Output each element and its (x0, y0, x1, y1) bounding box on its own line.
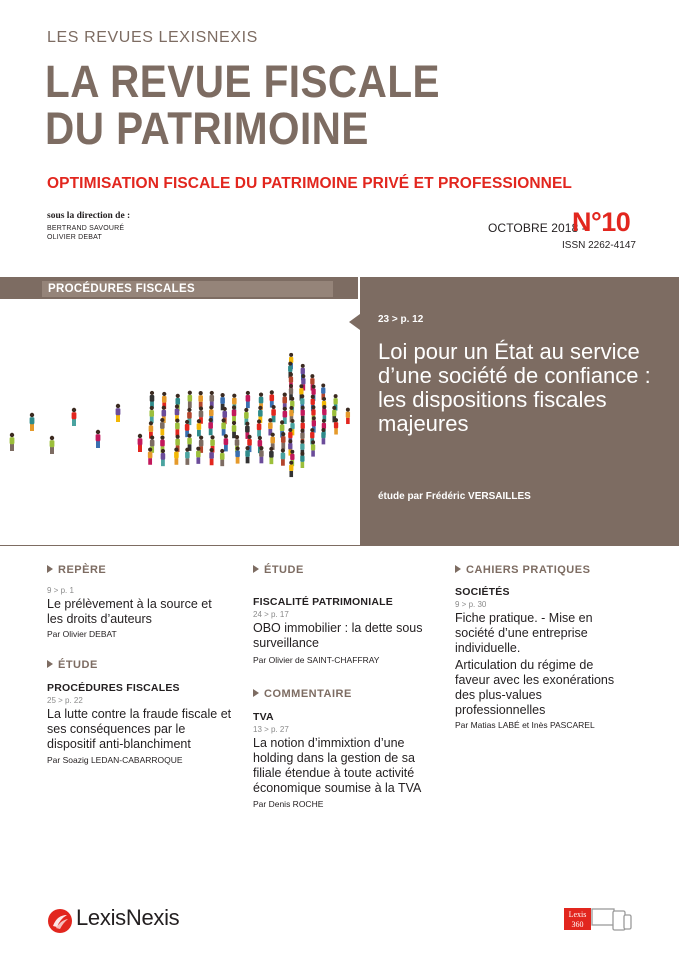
lexis-360-badge: Lexis 360 (564, 908, 591, 930)
article-title[interactable]: La lutte contre la fraude fiscale et ses conséquences par le dispositif anti-blanchiment (47, 707, 232, 751)
article-author: Par Olivier de SAINT-CHAFFRAY (253, 655, 380, 665)
triangle-icon (455, 565, 461, 573)
director-name: BERTRAND SAVOURÉ (47, 225, 125, 232)
article-author: Par Matias LABÉ et Inès PASCAREL (455, 720, 595, 730)
article-title[interactable]: OBO immobilier : la dette sous surveillance (253, 621, 423, 650)
issue-date: OCTOBRE 2018 - (488, 221, 586, 235)
journal-title (45, 58, 440, 152)
feature-ref[interactable]: 23 > p. 12 (378, 314, 424, 325)
page-ref: 24 > p. 17 (253, 610, 289, 619)
journal-subtitle: OPTIMISATION FISCALE DU PATRIMOINE PRIVÉ ET PROFESSIONNEL (47, 175, 572, 192)
triangle-icon (47, 660, 53, 668)
rubric-label: PROCÉDURES FISCALES (47, 682, 180, 694)
director-name: OLIVIER DEBAT (47, 234, 102, 241)
section-head-etude: ÉTUDE (47, 659, 98, 671)
feature-author: étude par Frédéric VERSAILLES (378, 491, 531, 502)
rubric-label: FISCALITÉ PATRIMONIALE (253, 596, 393, 608)
triangle-icon (253, 565, 259, 573)
journal-title-line-1: LA REVUE FISCALE (45, 56, 440, 107)
page-ref: 9 > p. 30 (455, 600, 487, 609)
rubric-label: PROCÉDURES FISCALES (48, 283, 195, 295)
article-author: Par Soazig LEDAN-CABARROQUE (47, 755, 183, 765)
rubric-label: SOCIÉTÉS (455, 586, 510, 598)
section-head-commentaire: COMMENTAIRE (253, 688, 352, 700)
logo-wordmark: LexisNexis (76, 905, 180, 930)
triangle-icon (47, 565, 53, 573)
lexisnexis-logo-icon (47, 908, 73, 934)
page-ref: 13 > p. 27 (253, 725, 289, 734)
direction-label: sous la direction de : (47, 211, 131, 221)
section-head-etude: ÉTUDE (253, 564, 304, 576)
section-head-cahiers-pratiques: CAHIERS PRATIQUES (455, 564, 590, 576)
article-author: Par Olivier DEBAT (47, 629, 117, 639)
page-ref: 25 > p. 22 (47, 696, 83, 705)
devices-icon (591, 906, 633, 932)
feature-title[interactable]: Loi pour un État au service d’une société de confiance : les dispositions fiscales majeures (378, 339, 651, 436)
article-title[interactable]: Le prélèvement à la source et les droits d’auteurs (47, 597, 212, 626)
crowd-arrow-illustration (0, 340, 358, 500)
divider-line (0, 545, 360, 546)
issue-number: N°10 (572, 207, 631, 237)
article-title[interactable]: La notion d’immixtion d’une holding dans la gestion de sa filiale étendue à toute activité économique soumise à la TVA (253, 736, 422, 795)
feature-panel-tab (349, 314, 360, 330)
section-head-repere: REPÈRE (47, 564, 106, 576)
series-name: LES REVUES LEXISNEXIS (47, 29, 258, 46)
page-ref: 9 > p. 1 (47, 586, 74, 595)
rubric-label: TVA (253, 711, 274, 723)
issn: ISSN 2262-4147 (562, 240, 636, 251)
article-title[interactable]: Fiche pratique. - Mise en société d’une entreprise individuelle. (455, 611, 593, 655)
journal-title-line-2: DU PATRIMOINE (45, 103, 369, 154)
article-title[interactable]: Articulation du régime de faveur avec les exonérations des plus-values professionnelles (455, 658, 615, 717)
triangle-icon (253, 689, 259, 697)
article-author: Par Denis ROCHE (253, 799, 324, 809)
